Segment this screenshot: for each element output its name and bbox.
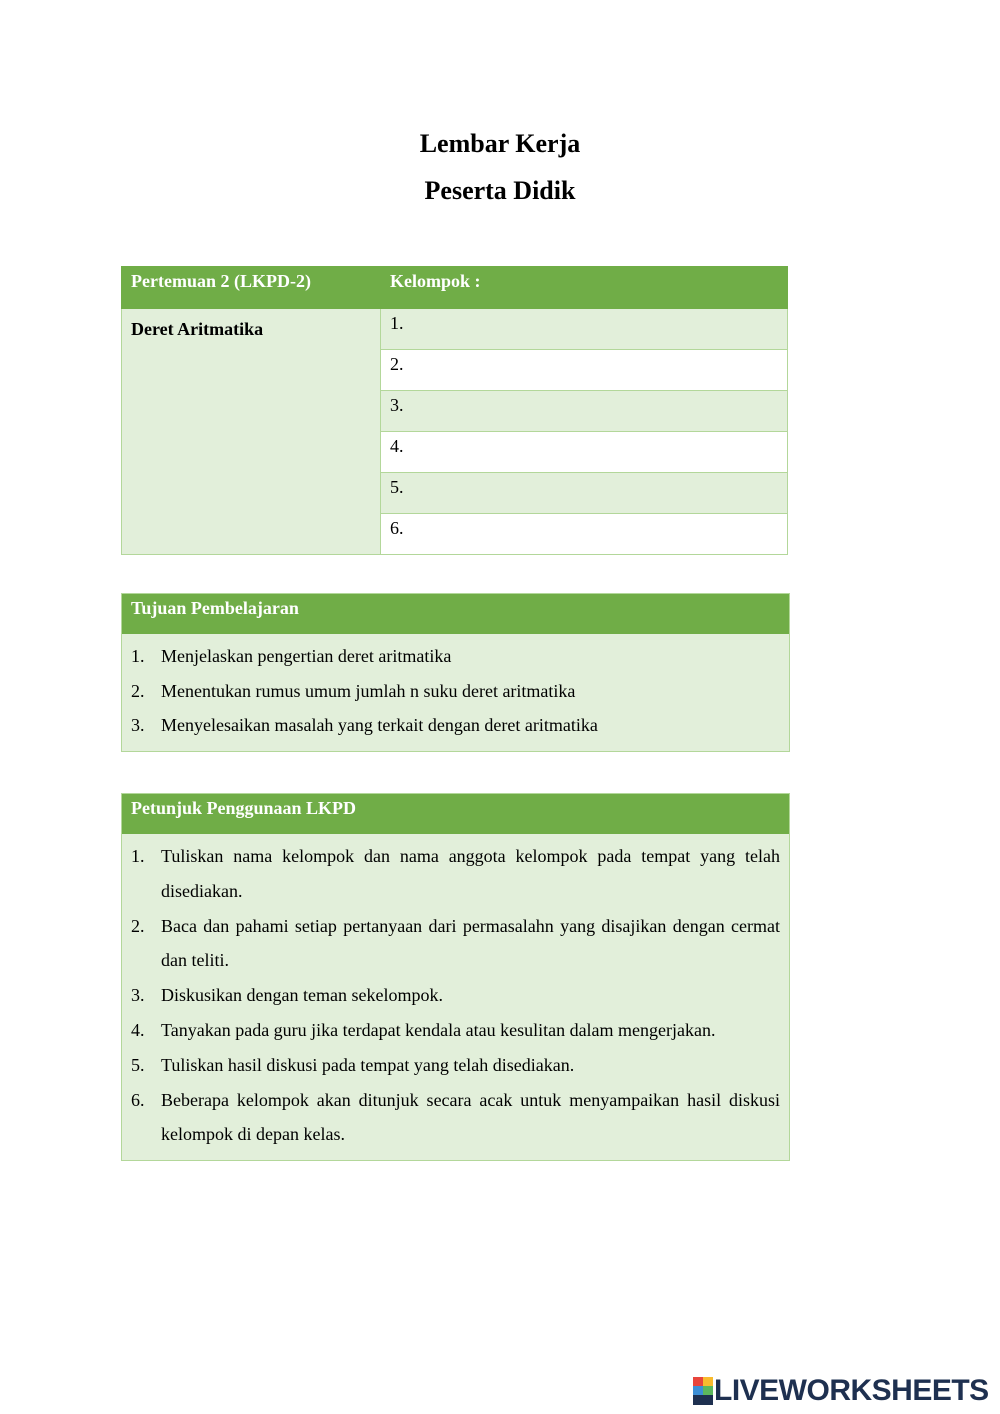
meeting-group-table [121, 266, 788, 555]
group-label: Kelompok : [381, 267, 788, 309]
liveworksheets-brand[interactable] [693, 1371, 989, 1411]
list-item: 3. Diskusikan dengan teman sekelompok. [131, 985, 443, 1006]
list-item: 2. Menentukan rumus umum jumlah n suku deret aritmatika [131, 680, 576, 701]
member-slot-1[interactable]: 1. [381, 309, 788, 350]
page-title-line-2: Peserta Didik [424, 176, 576, 205]
topic-cell: Deret Aritmatika [122, 309, 381, 555]
member-slot-2[interactable]: 2. [381, 350, 788, 391]
usage-instructions-box [121, 793, 790, 1161]
learning-objectives-box [121, 593, 790, 752]
liveworksheets-logo-icon [693, 1377, 713, 1405]
brand-name: LIVEWORKSHEETS [714, 1374, 989, 1407]
list-item: 6. Beberapa kelompok akan ditunjuk secara acak untuk menyampaikan hasil diskusi kelompok di depan kelas. [131, 1089, 780, 1145]
list-item: 5. Tuliskan hasil diskusi pada tempat yang telah disediakan. [131, 1054, 575, 1075]
member-slot-6[interactable]: 6. [381, 514, 788, 555]
member-slot-3[interactable]: 3. [381, 391, 788, 432]
list-item: 2. Baca dan pahami setiap pertanyaan dari permasalahn yang disajikan dengan cermat dan teliti. [131, 915, 780, 971]
member-slot-5[interactable]: 5. [381, 473, 788, 514]
list-item: 4. Tanyakan pada guru jika terdapat kendala atau kesulitan dalam mengerjakan. [131, 1019, 716, 1040]
meeting-label: Pertemuan 2 (LKPD-2) [122, 267, 381, 309]
learning-objectives-heading: Tujuan Pembelajaran [122, 594, 789, 634]
usage-instructions-list [122, 834, 789, 1160]
list-item: 3. Menyelesaikan masalah yang terkait dengan deret aritmatika [131, 715, 598, 735]
learning-objectives-list [122, 634, 789, 751]
usage-instructions-heading: Petunjuk Penggunaan LKPD [122, 794, 789, 834]
page-title-line-1: Lembar Kerja [419, 129, 581, 158]
list-item: 1. Menjelaskan pengertian deret aritmatika [131, 646, 452, 666]
list-item: 1. Tuliskan nama kelompok dan nama anggota kelompok pada tempat yang telah disediakan. [131, 846, 780, 901]
member-slot-4[interactable]: 4. [381, 432, 788, 473]
